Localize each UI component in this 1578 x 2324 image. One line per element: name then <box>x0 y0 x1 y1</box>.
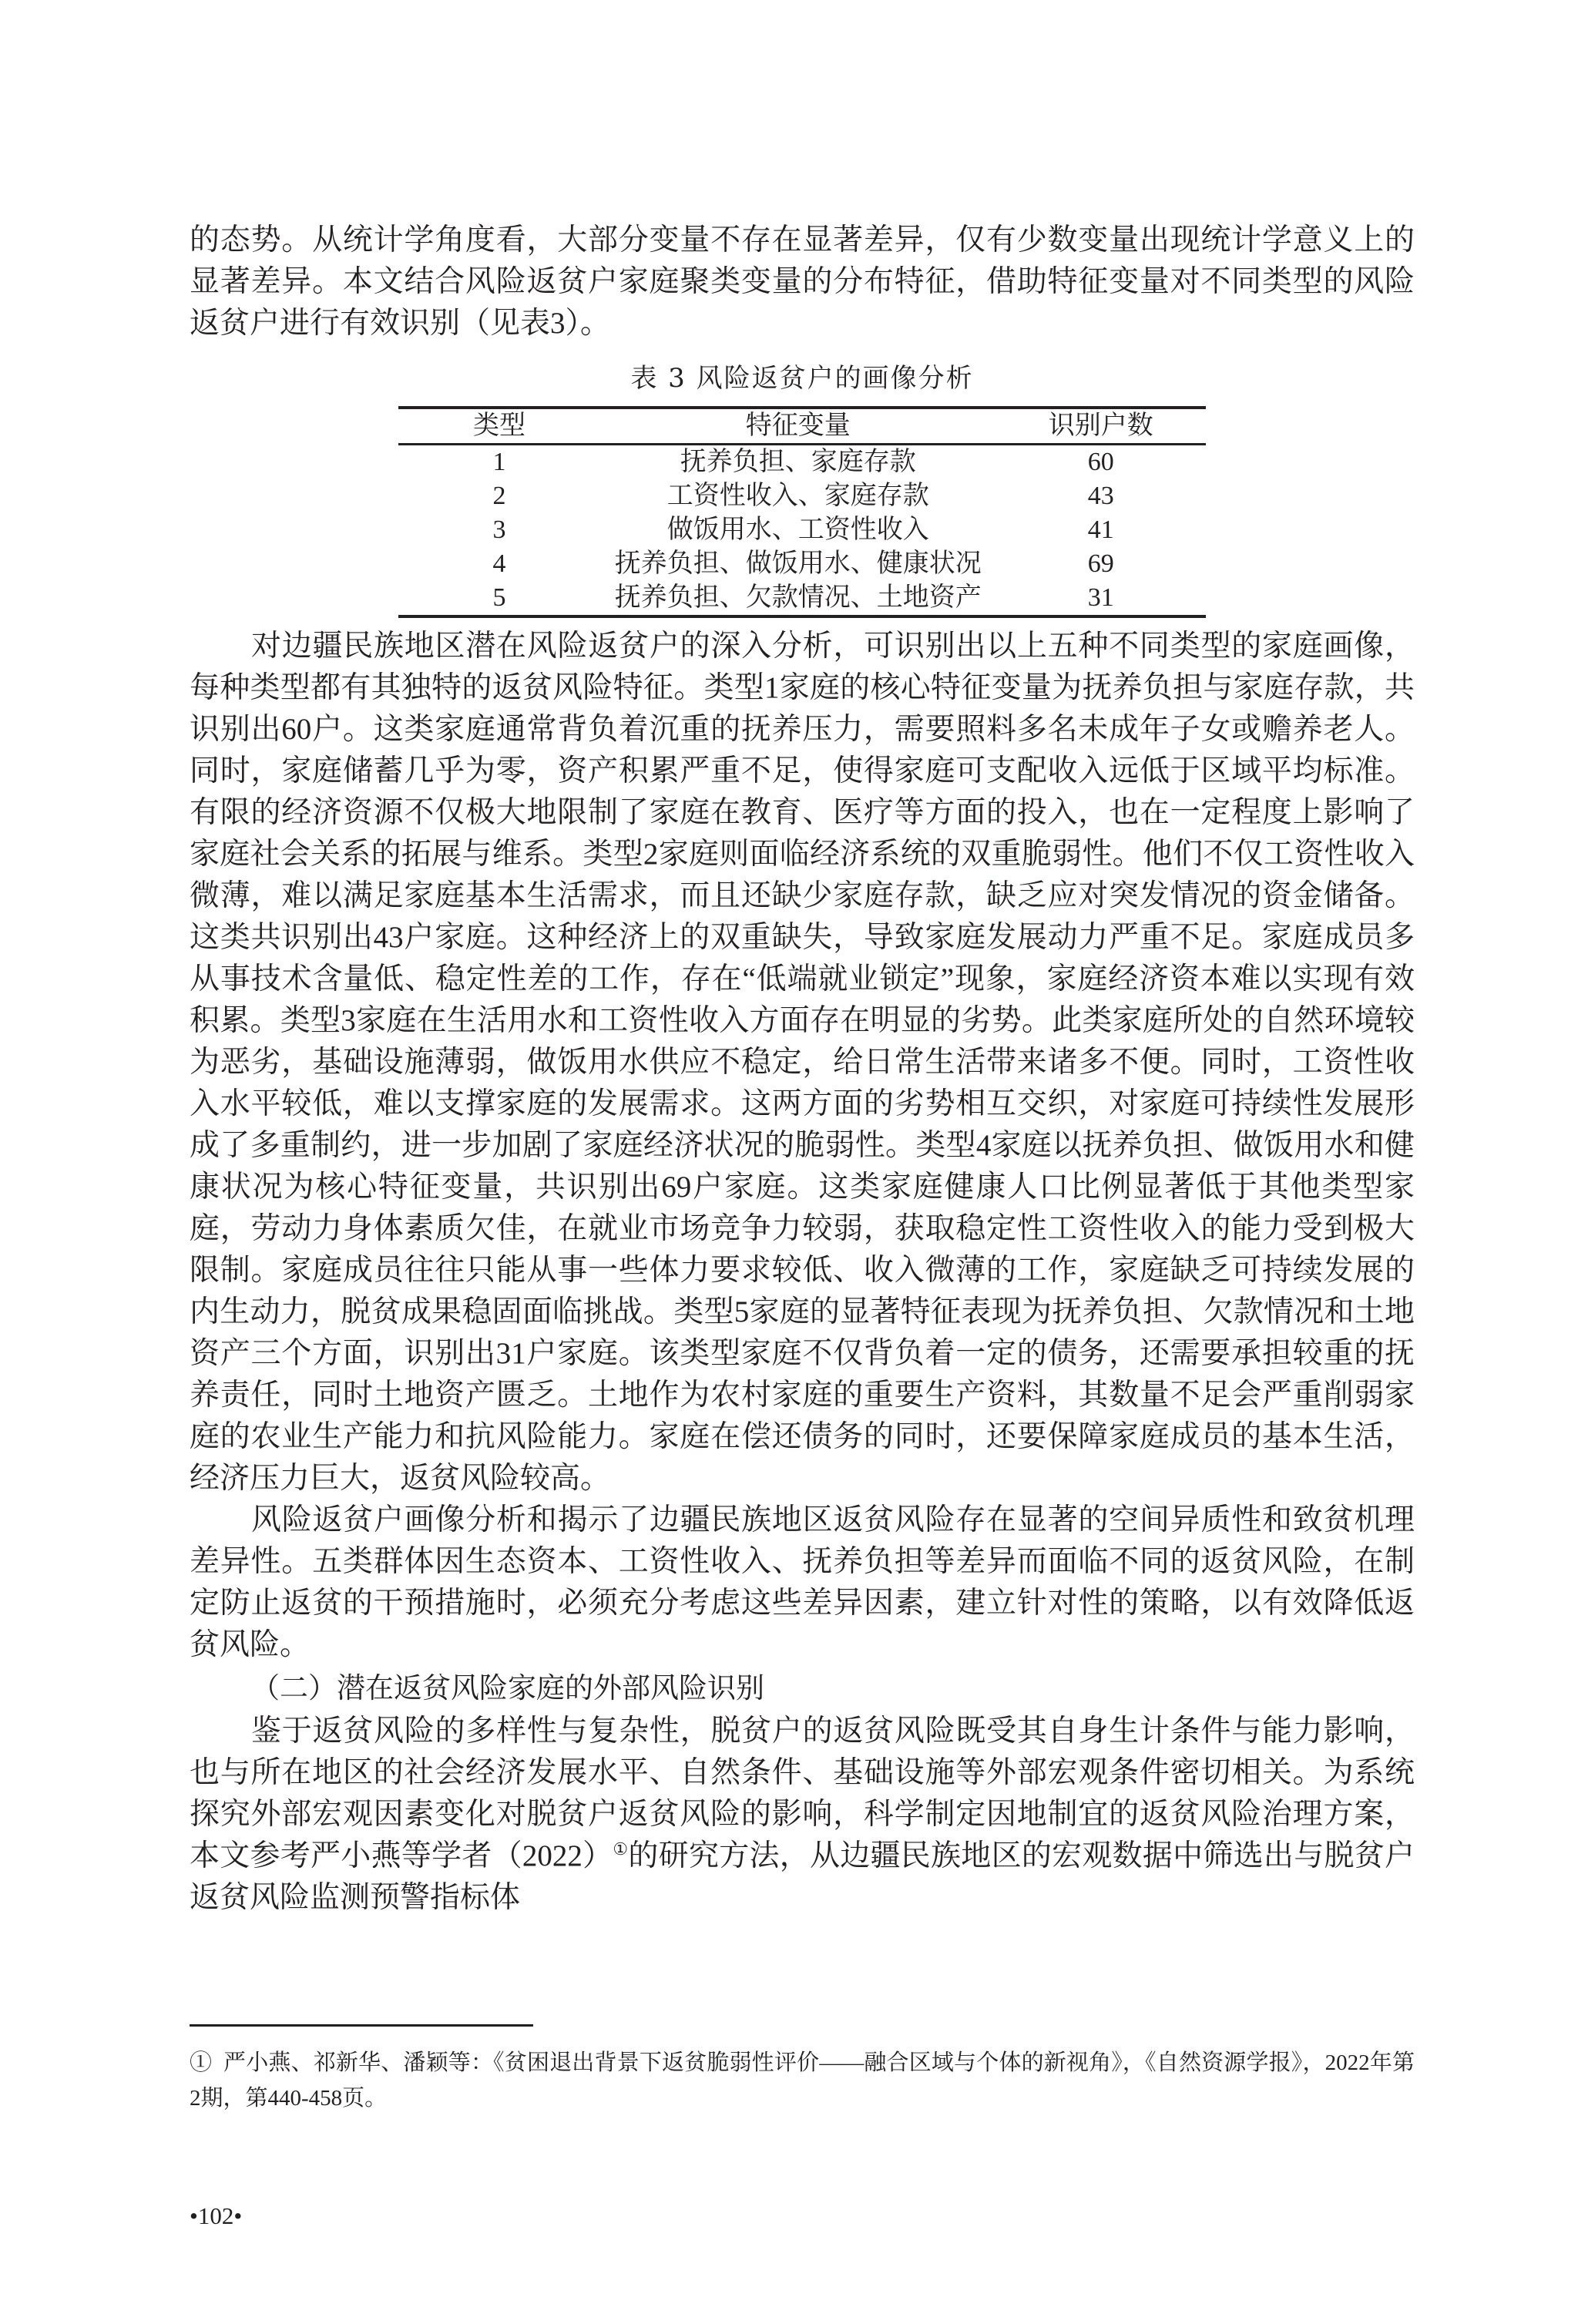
table-caption: 表 3 风险返贫户的画像分析 <box>630 363 974 394</box>
footnote-reference[interactable]: ① <box>613 1839 629 1859</box>
cell-count: 60 <box>1087 448 1114 476</box>
paragraph-text: 鉴于返贫风险的多样性与复杂性，脱贫户的返贫风险既受其自身生计条件与能力影响，也与所在地区的社会经济发展水平、自然条件、基础设施等外部宏观条件密切相关。为系统探究外部宏观因素变化对脱贫户返贫风险的影响，科学制定因地制宜的返贫风险治理方案，本文参考严小燕等学者（2022） <box>190 1714 1415 1872</box>
table-row <box>398 479 1206 513</box>
cell-type: 2 <box>492 482 506 510</box>
footnote-area <box>190 1978 1415 2232</box>
page <box>190 0 1415 2324</box>
cell-type: 1 <box>492 448 506 476</box>
table-row <box>398 581 1206 616</box>
cell-count: 69 <box>1087 549 1114 578</box>
paragraph-text: 的研究方法，从边疆民族地区的宏观数据中筛选出与脱贫户返贫风险监测预警指标体 <box>190 1839 1415 1914</box>
cell-features: 抚养负担、欠款情况、土地资产 <box>614 583 982 612</box>
table-wrapper <box>190 406 1415 618</box>
section-heading: （二）潜在返贫风险家庭的外部风险识别 <box>251 1671 764 1704</box>
paragraph-external-risk <box>190 1711 1415 1919</box>
footnote-divider <box>190 2024 533 2027</box>
cell-type: 3 <box>492 516 506 544</box>
paragraph-profile-summary: 风险返贫户画像分析和揭示了边疆民族地区返贫风险存在显著的空间异质性和致贫机理差异性。五类群体因生态资本、工资性收入、抚养负担等差异而面临不同的返贫风险，在制定防止返贫的干预措施时，必须充分考虑这些差异因素，建立针对性的策略，以有效降低返贫风险。 <box>190 1503 1415 1661</box>
profile-table <box>398 406 1206 618</box>
cell-type: 4 <box>492 549 506 578</box>
paragraph-household-profiles: 对边疆民族地区潜在风险返贫户的深入分析，可识别出以上五种不同类型的家庭画像，每种类型都有其独特的返贫风险特征。类型1家庭的核心特征变量为抚养负担与家庭存款，共识别出60户。这类家庭通常背负着沉重的抚养压力，需要照料多名未成年子女或赡养老人。同时，家庭储蓄几乎为零，资产积累严重不足，使得家庭可支配收入远低于区域平均标准。有限的经济资源不仅极大地限制了家庭在教育、医疗等方面的投入，也在一定程度上影响了家庭社会关系的拓展与维系。类型2家庭则面临经济系统的双重脆弱性。他们不仅工资性收入微薄，难以满足家庭基本生活需求，而且还缺少家庭存款，缺乏应对突发情况的资金储备。这类共识别出43户家庭。这种经济上的双重缺失，导致家庭发展动力严重不足。家庭成员多从事技术含量低、稳定性差的工作，存在“低端就业锁定”现象，家庭经济资本难以实现有效积累。类型3家庭在生活用水和工资性收入方面存在明显的劣势。此类家庭所处的自然环境较为恶劣，基础设施薄弱，做饭用水供应不稳定，给日常生活带来诸多不便。同时，工资性收入水平较低，难以支撑家庭的发展需求。这两方面的劣势相互交织，对家庭可持续性发展形成了多重制约，进一步加剧了家庭经济状况的脆弱性。类型4家庭以抚养负担、做饭用水和健康状况为核心特征变量，共识别出69户家庭。这类家庭健康人口比例显著低于其他类型家庭，劳动力身体素质欠佳，在就业市场竞争力较弱，获取稳定性工资性收入的能力受到极大限制。家庭成员往往只能从事一些体力要求较低、收入微薄的工作，家庭缺乏可持续发展的内生动力，脱贫成果稳固面临挑战。类型5家庭的显著特征表现为抚养负担、欠款情况和土地资产三个方面，识别出31户家庭。该类型家庭不仅背负着一定的债务，还需要承担较重的抚养责任，同时土地资产匮乏。土地作为农村家庭的重要生产资料，其数量不足会严重削弱家庭的农业生产能力和抗风险能力。家庭在偿还债务的同时，还要保障家庭成员的基本生活，经济压力巨大，返贫风险较高。 <box>190 630 1415 1495</box>
footnote-marker: ① <box>190 2050 213 2075</box>
table-header-row <box>398 408 1206 445</box>
cell-features: 抚养负担、家庭存款 <box>680 448 916 476</box>
cell-count: 41 <box>1087 516 1114 544</box>
page-number: •102• <box>190 2202 243 2229</box>
paragraph-intro: 的态势。从统计学角度看，大部分变量不存在显著差异，仅有少数变量出现统计学意义上的显著差异。本文结合风险返贫户家庭聚类变量的分布特征，借助特征变量对不同类型的风险返贫户进行有效识别（见表3）。 <box>190 223 1415 340</box>
cell-features: 工资性收入、家庭存款 <box>666 482 929 510</box>
header-count: 识别户数 <box>1048 411 1153 440</box>
cell-type: 5 <box>492 583 506 612</box>
table-row <box>398 547 1206 581</box>
cell-count: 31 <box>1087 583 1114 612</box>
cell-features: 抚养负担、做饭用水、健康状况 <box>614 549 982 578</box>
table-row <box>398 445 1206 480</box>
cell-features: 做饭用水、工资性收入 <box>666 516 929 544</box>
footnote-text: 严小燕、祁新华、潘颖等：《贫困退出背景下返贫脆弱性评价——融合区域与个体的新视角》，《自然资源学报》，2022年第2期，第440-458页。 <box>190 2050 1415 2111</box>
header-features: 特征变量 <box>745 411 851 440</box>
cell-count: 43 <box>1087 482 1114 510</box>
table-row <box>398 513 1206 547</box>
footnote <box>190 2045 1415 2116</box>
header-type: 类型 <box>473 411 525 440</box>
